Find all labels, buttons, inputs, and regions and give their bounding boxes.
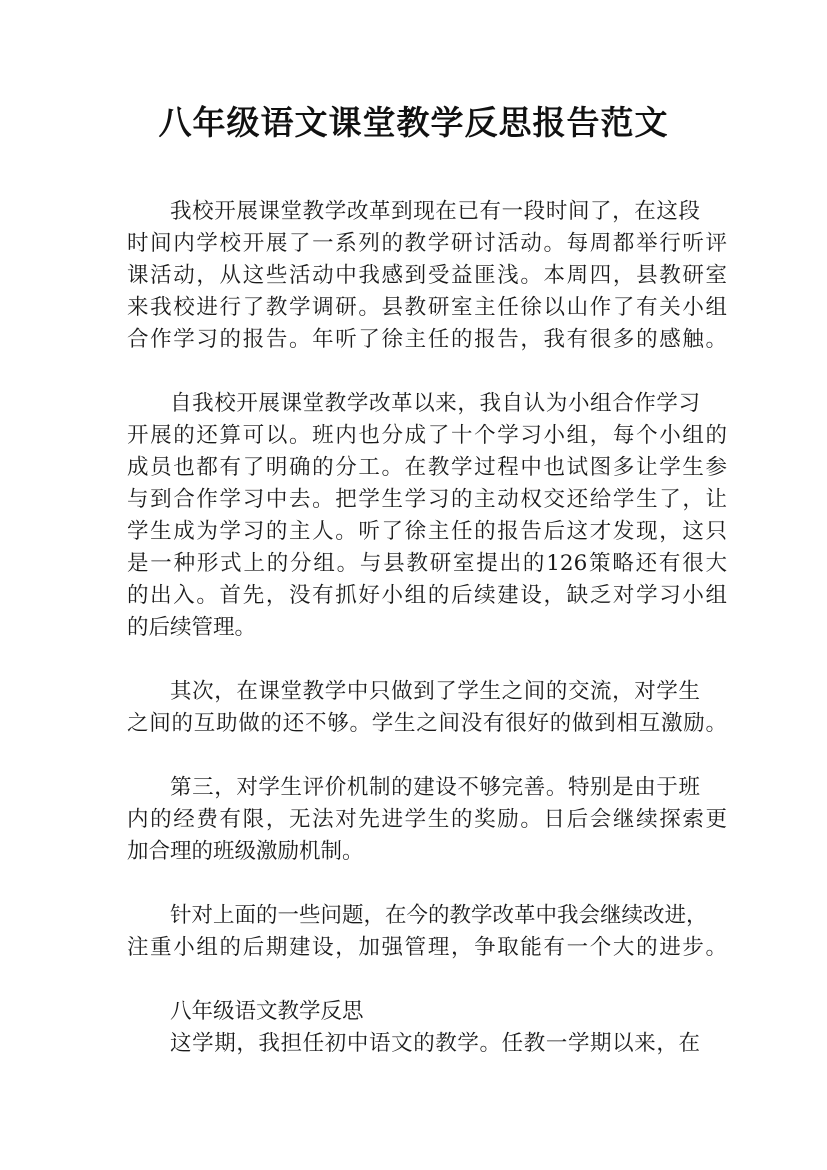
paragraph-line: 开展的还算可以。班内也分成了十个学习小组，每个小组的	[127, 423, 727, 448]
section-heading: 八年级语文教学反思	[170, 999, 364, 1024]
document-title: 八年级语文课堂教学反思报告范文	[158, 103, 669, 142]
paragraph-line: 注重小组的后期建设，加强管理，争取能有一个大的进步。	[127, 935, 727, 960]
paragraph-line: 的出入。首先，没有抓好小组的后续建设，缺乏对学习小组	[127, 583, 727, 608]
paragraph-line: 时间内学校开展了一系列的教学研讨活动。每周都举行听评	[127, 231, 727, 256]
paragraph-line: 我校开展课堂教学改革到现在已有一段时间了，在这段	[170, 199, 700, 224]
paragraph-line: 的后续管理。	[127, 615, 257, 640]
paragraph-line: 第三，对学生评价机制的建设不够完善。特别是由于班	[170, 775, 700, 800]
paragraph-line: 针对上面的一些问题，在今的教学改革中我会继续改进，	[170, 903, 708, 928]
paragraph-line: 这学期，我担任初中语文的教学。任教一学期以来，在	[170, 1031, 700, 1056]
paragraph-line: 是一种形式上的分组。与县教研室提出的126策略还有很大	[127, 551, 727, 576]
paragraph-line: 之间的互助做的还不够。学生之间没有很好的做到相互激励。	[127, 711, 727, 736]
paragraph-line: 来我校进行了教学调研。县教研室主任徐以山作了有关小组	[127, 295, 727, 320]
paragraph-line: 合作学习的报告。年听了徐主任的报告，我有很多的感触。	[127, 327, 727, 352]
paragraph-line: 课活动，从这些活动中我感到受益匪浅。本周四，县教研室	[127, 263, 727, 288]
paragraph-line: 其次，在课堂教学中只做到了学生之间的交流，对学生	[170, 679, 700, 704]
paragraph-line: 自我校开展课堂教学改革以来，我自认为小组合作学习	[170, 391, 700, 416]
paragraph-line: 学生成为学习的主人。听了徐主任的报告后这才发现，这只	[127, 519, 727, 544]
paragraph-line: 与到合作学习中去。把学生学习的主动权交还给学生了，让	[127, 487, 727, 512]
paragraph-line: 成员也都有了明确的分工。在教学过程中也试图多让学生参	[127, 455, 727, 480]
paragraph-line: 加合理的班级激励机制。	[127, 839, 364, 864]
paragraph-line: 内的经费有限，无法对先进学生的奖励。日后会继续探索更	[127, 807, 727, 832]
